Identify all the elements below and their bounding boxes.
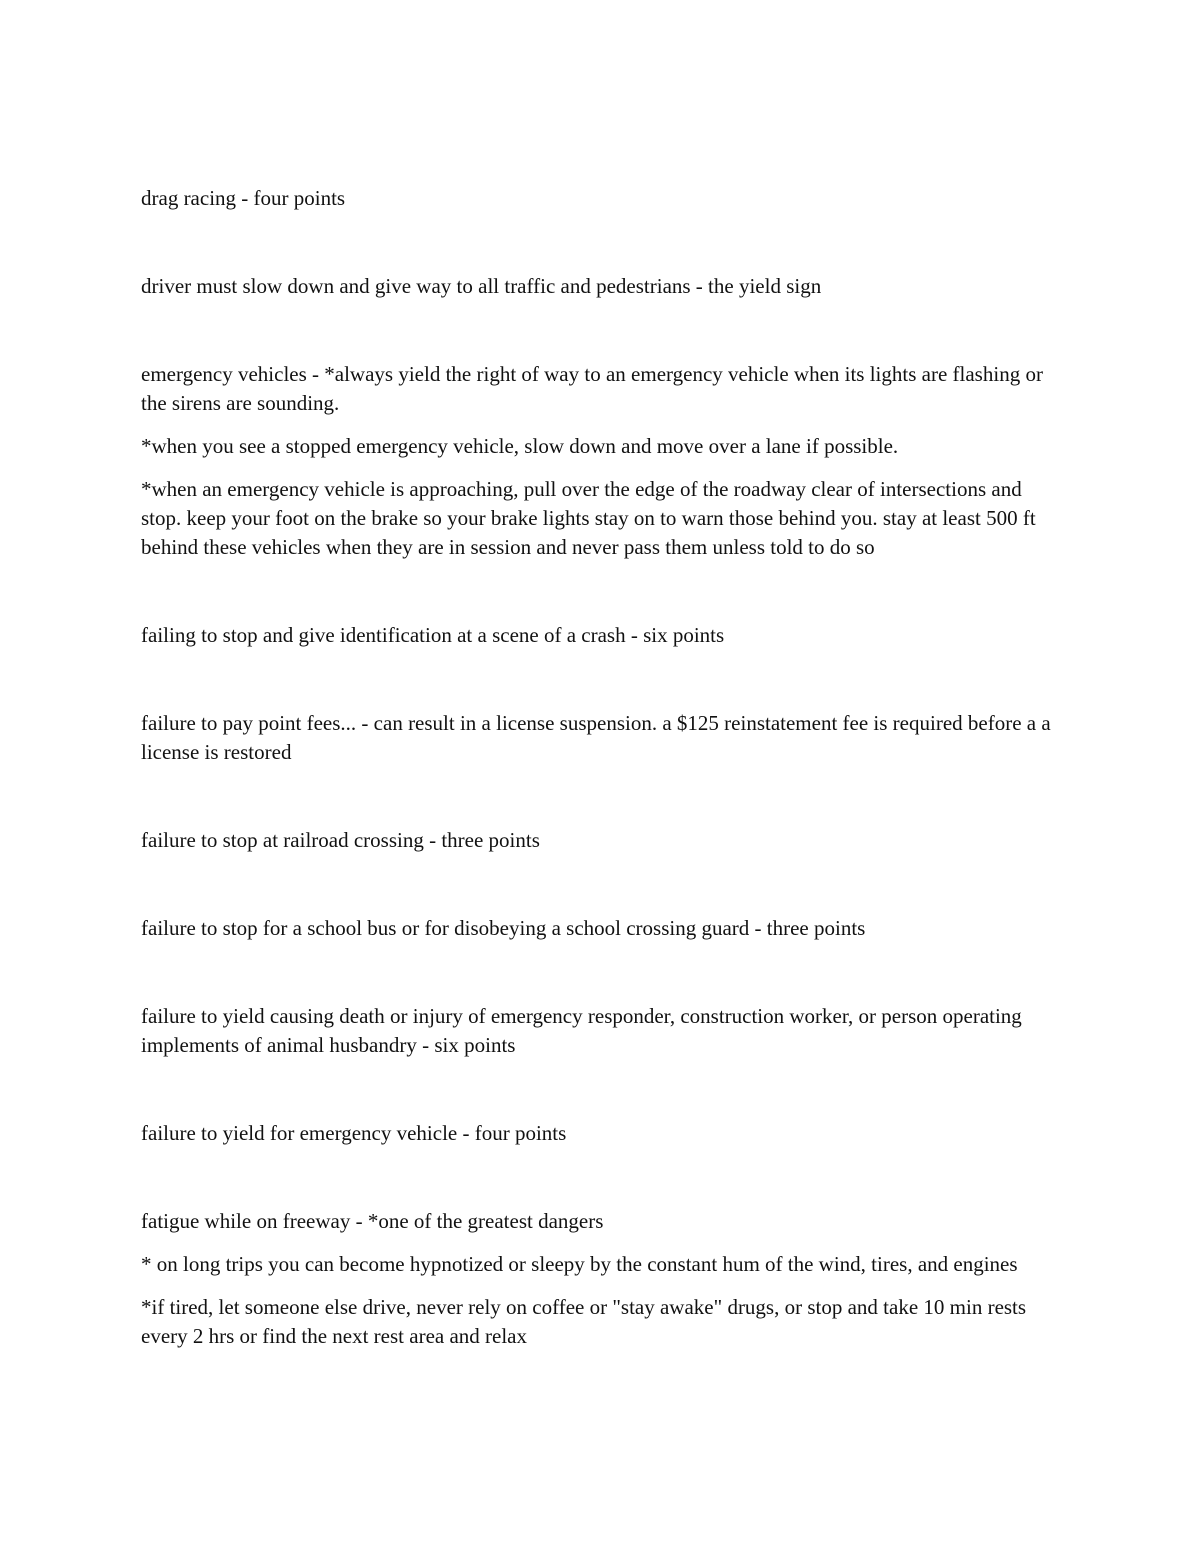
entry-point-fees (141, 709, 1061, 767)
entry-yield-sign (141, 272, 1061, 301)
entry-text: failure to yield for emergency vehicle - four points (141, 1121, 567, 1145)
entry-yield-injury (141, 1002, 1061, 1060)
entry-text: failure to yield causing death or injury of emergency responder, construction worker, or person operating implements of animal husbandry - six points (141, 1004, 1022, 1057)
entry-text: failure to pay point fees... - can result in a license suspension. a $125 reinstatement fee is required before a a license is restored (141, 711, 1051, 764)
entry-railroad-crossing (141, 826, 1061, 855)
document-body (141, 184, 1061, 1410)
entry-emergency-vehicles (141, 360, 1061, 562)
entry-text: emergency vehicles - *always yield the right of way to an emergency vehicle when its lights are flashing or the sirens are sounding. (141, 362, 1043, 415)
entry-text: *when an emergency vehicle is approaching, pull over the edge of the roadway clear of intersections and stop. keep your foot on the brake so your brake lights stay on to warn those behind you. stay at least 500 ft behind these vehicles when they are in session and never pass them unless told to do so (141, 477, 1036, 559)
entry-failing-to-stop-crash (141, 621, 1061, 650)
entry-text: *if tired, let someone else drive, never rely on coffee or "stay awake" drugs, or stop and take 10 min rests every 2 hrs or find the next rest area and relax (141, 1295, 1027, 1348)
entry-drag-racing (141, 184, 1061, 213)
entry-text: failure to stop at railroad crossing - three points (141, 828, 540, 852)
entry-text: fatigue while on freeway - *one of the greatest dangers (141, 1209, 604, 1233)
entry-text: * on long trips you can become hypnotized or sleepy by the constant hum of the wind, tires, and engines (141, 1252, 1018, 1276)
entry-school-bus (141, 914, 1061, 943)
entry-fatigue (141, 1207, 1061, 1351)
entry-text: *when you see a stopped emergency vehicle, slow down and move over a lane if possible. (141, 434, 899, 458)
entry-text: drag racing - four points (141, 186, 346, 210)
entry-text: driver must slow down and give way to all traffic and pedestrians - the yield sign (141, 274, 822, 298)
entry-text: failure to stop for a school bus or for disobeying a school crossing guard - three points (141, 916, 866, 940)
entry-text: failing to stop and give identification at a scene of a crash - six points (141, 623, 725, 647)
entry-yield-emergency (141, 1119, 1061, 1148)
